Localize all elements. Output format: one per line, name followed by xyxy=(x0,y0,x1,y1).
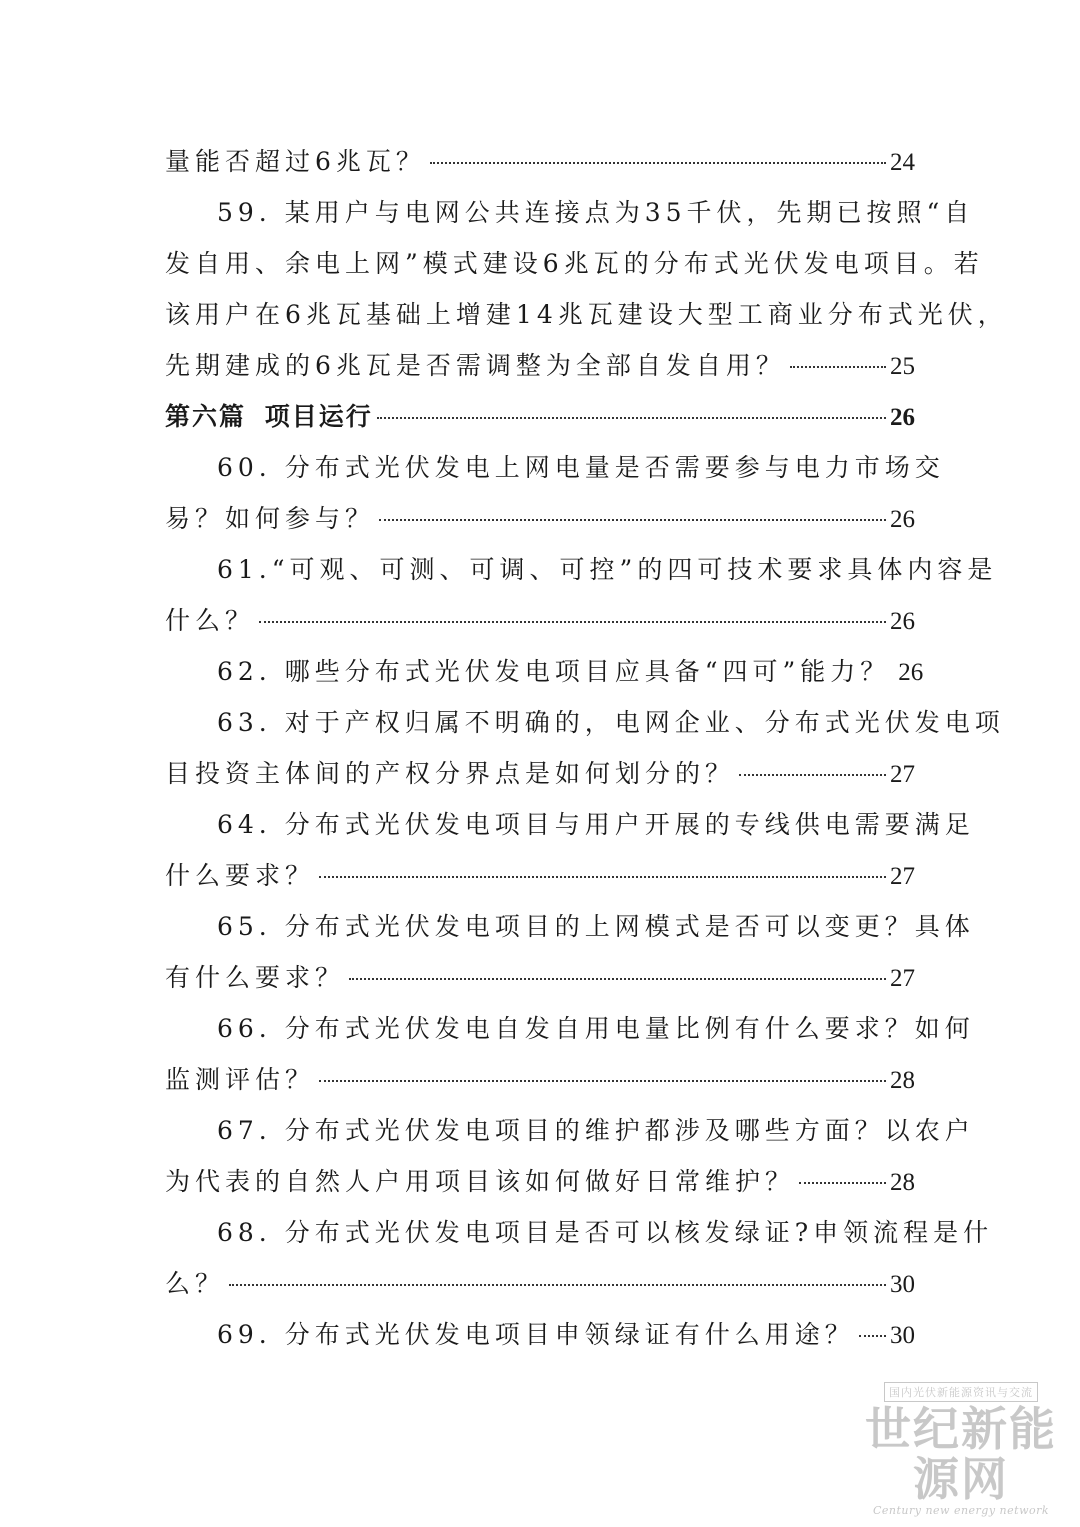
toc-entry-text: 么？ xyxy=(165,1269,226,1298)
toc-entry-64-last[interactable] xyxy=(165,850,915,901)
toc-page-number: 27 xyxy=(890,761,915,788)
toc-page-number: 30 xyxy=(890,1322,915,1349)
toc-entry-64-line-1[interactable]: 64. 分布式光伏发电项目与用户开展的专线供电需要满足 xyxy=(217,810,975,839)
leader-dots xyxy=(377,416,886,419)
section-title: 第六篇 项目运行 xyxy=(165,402,373,431)
toc-entry-60-last[interactable] xyxy=(165,493,915,544)
toc-entry-63-line-1[interactable]: 63. 对于产权归属不明确的，电网企业、分布式光伏发电项 xyxy=(217,708,1005,737)
toc-entry-text: 什么？ xyxy=(165,606,256,635)
toc-entry-62[interactable] xyxy=(165,646,924,697)
toc-entry-65-last[interactable] xyxy=(165,952,915,1003)
toc-section-heading[interactable] xyxy=(165,391,915,442)
toc-entry-63-last[interactable] xyxy=(165,748,915,799)
toc-entry-59-line-3[interactable]: 该用户在6兆瓦基础上增建14兆瓦建设大型工商业分布式光伏， xyxy=(165,300,1008,329)
toc-entry-67-line-1[interactable]: 67. 分布式光伏发电项目的维护都涉及哪些方面？以农户 xyxy=(217,1116,975,1145)
toc-page-number: 27 xyxy=(890,965,915,992)
watermark-english: Century new energy network xyxy=(872,1504,1050,1517)
toc-entry-67-last[interactable] xyxy=(165,1156,915,1207)
toc-entry-59-line-2[interactable]: 发自用、余电上网”模式建设6兆瓦的分布式光伏发电项目。若 xyxy=(165,249,984,278)
toc-page-number: 26 xyxy=(890,608,915,635)
toc-page-number: 27 xyxy=(890,863,915,890)
toc-entry-61-last[interactable] xyxy=(165,595,915,646)
toc-entry-60-line-1[interactable]: 60. 分布式光伏发电上网电量是否需要参与电力市场交 xyxy=(217,453,945,482)
toc-entry-text: 目投资主体间的产权分界点是如何划分的？ xyxy=(165,759,736,788)
toc-entry-65-line-1[interactable]: 65. 分布式光伏发电项目的上网模式是否可以变更？具体 xyxy=(217,912,975,941)
toc-entry-text: 监测评估？ xyxy=(165,1065,316,1094)
toc-entry-text: 有什么要求？ xyxy=(165,963,346,992)
leader-dots xyxy=(229,1283,886,1286)
leader-dots xyxy=(739,773,886,776)
leader-dots xyxy=(790,365,886,368)
watermark-tagline: 国内光伏新能源资讯与交流 xyxy=(884,1382,1038,1402)
toc-page-number: 30 xyxy=(890,1271,915,1298)
table-of-contents xyxy=(165,136,1008,1360)
leader-dots xyxy=(379,518,886,521)
toc-entry-text: 62. 哪些分布式光伏发电项目应具备“四可”能力？ xyxy=(217,657,891,686)
toc-page-number: 28 xyxy=(890,1067,915,1094)
toc-entry-text: 易？如何参与？ xyxy=(165,504,376,533)
toc-page-number: 28 xyxy=(890,1169,915,1196)
toc-page-number: 25 xyxy=(890,353,915,380)
toc-entry-58-continued[interactable] xyxy=(165,136,915,187)
toc-entry-68-last[interactable] xyxy=(165,1258,915,1309)
toc-entry-text: 69. 分布式光伏发电项目申领绿证有什么用途？ xyxy=(217,1320,855,1349)
leader-dots xyxy=(799,1181,886,1184)
leader-dots xyxy=(319,875,886,878)
leader-dots xyxy=(259,620,886,623)
toc-entry-66-line-1[interactable]: 66. 分布式光伏发电自发自用电量比例有什么要求？如何 xyxy=(217,1014,975,1043)
leader-dots xyxy=(430,161,886,164)
toc-entry-text: 量能否超过6兆瓦？ xyxy=(165,147,426,176)
toc-entry-text: 为代表的自然人户用项目该如何做好日常维护？ xyxy=(165,1167,796,1196)
toc-entry-59-line-1[interactable]: 59. 某用户与电网公共连接点为35千伏，先期已按照“自 xyxy=(217,198,975,227)
toc-entry-text: 什么要求？ xyxy=(165,861,316,890)
toc-page-number: 26 xyxy=(898,659,924,686)
leader-dots xyxy=(859,1334,886,1337)
watermark-logo-text: 世纪新能源网 xyxy=(865,1402,1057,1506)
toc-entry-61-line-1[interactable]: 61.“可观、可测、可调、可控”的四可技术要求具体内容是 xyxy=(217,555,998,584)
toc-page-number: 26 xyxy=(890,404,915,431)
toc-entry-text: 先期建成的6兆瓦是否需调整为全部自发自用？ xyxy=(165,351,786,380)
leader-dots xyxy=(319,1079,886,1082)
watermark xyxy=(856,1381,1066,1517)
toc-entry-69[interactable] xyxy=(165,1309,915,1360)
toc-entry-68-line-1[interactable]: 68. 分布式光伏发电项目是否可以核发绿证?申领流程是什 xyxy=(217,1218,994,1247)
toc-entry-59-last[interactable] xyxy=(165,340,915,391)
toc-page-number: 26 xyxy=(890,506,915,533)
leader-dots xyxy=(349,977,886,980)
toc-page-number: 24 xyxy=(890,149,915,176)
toc-entry-66-last[interactable] xyxy=(165,1054,915,1105)
